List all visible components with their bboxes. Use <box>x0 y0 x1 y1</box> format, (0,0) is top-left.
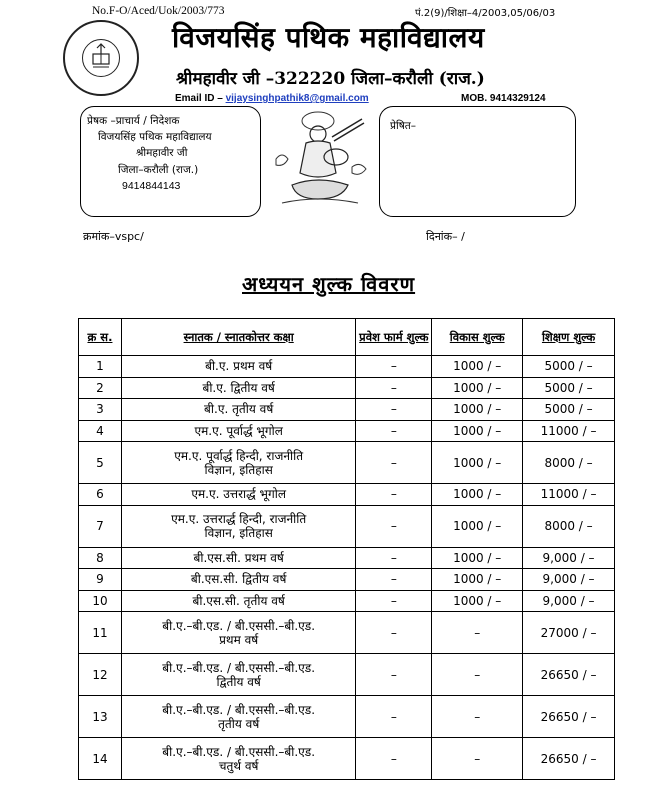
development-fee-cell: – <box>432 738 523 780</box>
table-header-row <box>79 319 615 356</box>
sender-box <box>80 106 261 217</box>
table-row <box>79 654 615 696</box>
serial-cell: 2 <box>79 377 122 399</box>
course-line: बी.ए.–बी.एड. / बी.एससी.–बी.एड. <box>162 660 316 675</box>
course-line: बी.ए.–बी.एड. / बी.एससी.–बी.एड. <box>162 618 316 633</box>
email-link[interactable]: vijaysinghpathik8@gmail.com <box>225 93 369 104</box>
course-cell <box>121 399 355 421</box>
course-line: बी.एस.सी. द्वितीय वर्ष <box>190 572 287 587</box>
course-line: बी.एस.सी. तृतीय वर्ष <box>192 593 285 608</box>
serial-cell: 5 <box>79 442 122 484</box>
course-cell <box>121 696 355 738</box>
header-development-fee: विकास शुल्क <box>432 319 523 356</box>
course-line: एम.ए. उत्तरार्द्ध हिन्दी, राजनीति <box>171 512 307 526</box>
header-serial: क्र स. <box>79 319 122 356</box>
email-line <box>175 93 369 104</box>
page-title: अध्ययन शुल्क विवरण <box>242 272 416 296</box>
course-cell <box>121 547 355 569</box>
table-row <box>79 399 615 421</box>
form-fee-cell: – <box>356 377 432 399</box>
table-row <box>79 738 615 780</box>
development-fee-cell: 1000 / – <box>432 399 523 421</box>
development-fee-cell: 1000 / – <box>432 505 523 547</box>
form-fee-cell: – <box>356 442 432 484</box>
table-row <box>79 590 615 612</box>
date-field: दिनांक– / <box>426 230 465 243</box>
serial-cell: 8 <box>79 547 122 569</box>
recipient-box <box>379 106 576 217</box>
mobile-number: MOB. 9414329124 <box>461 93 546 104</box>
sender-district: जिला–करौली (राज.) <box>118 164 199 176</box>
table-row <box>79 696 615 738</box>
serial-cell: 9 <box>79 569 122 591</box>
permission-reference: पं.2(9)/शिक्षा–4/2003,05/06/03 <box>415 8 556 19</box>
serial-cell: 10 <box>79 590 122 612</box>
course-cell <box>121 420 355 442</box>
tuition-fee-cell: 26650 / – <box>523 696 615 738</box>
tuition-fee-cell: 9,000 / – <box>523 569 615 591</box>
course-line: विज्ञान, इतिहास <box>204 526 273 540</box>
sender-college: विजयसिंह पथिक महाविद्यालय <box>98 131 212 143</box>
tuition-fee-cell: 5000 / – <box>523 377 615 399</box>
header-tuition-fee: शिक्षण शुल्क <box>523 319 615 356</box>
course-cell <box>121 738 355 780</box>
serial-cell: 4 <box>79 420 122 442</box>
tuition-fee-cell: 8000 / – <box>523 505 615 547</box>
course-line: प्रथम वर्ष <box>219 632 259 647</box>
tuition-fee-cell: 9,000 / – <box>523 547 615 569</box>
course-cell <box>121 612 355 654</box>
course-line: बी.एस.सी. प्रथम वर्ष <box>193 550 284 565</box>
development-fee-cell: 1000 / – <box>432 484 523 506</box>
course-cell <box>121 505 355 547</box>
tuition-fee-cell: 5000 / – <box>523 356 615 378</box>
table-row <box>79 612 615 654</box>
course-line: एम.ए. पूर्वार्द्ध भूगोल <box>194 423 283 438</box>
course-line: एम.ए. उत्तरार्द्ध भूगोल <box>191 487 286 502</box>
saraswati-image <box>262 107 378 213</box>
development-fee-cell: – <box>432 654 523 696</box>
tuition-fee-cell: 11000 / – <box>523 484 615 506</box>
form-fee-cell: – <box>356 356 432 378</box>
course-line: विज्ञान, इतिहास <box>204 462 273 477</box>
header-course: स्नातक / स्नातकोत्तर कक्षा <box>121 319 355 356</box>
serial-cell: 14 <box>79 738 122 780</box>
course-line: बी.ए.–बी.एड. / बी.एससी.–बी.एड. <box>162 702 316 717</box>
development-fee-cell: 1000 / – <box>432 590 523 612</box>
course-line: द्वितीय वर्ष <box>216 674 261 689</box>
table-row <box>79 569 615 591</box>
sender-place: श्रीमहावीर जी <box>136 147 188 159</box>
development-fee-cell: – <box>432 612 523 654</box>
serial-cell: 7 <box>79 505 122 547</box>
course-cell <box>121 377 355 399</box>
letter-reference: No.F-O/Aced/Uok/2003/773 <box>92 5 225 17</box>
development-fee-cell: 1000 / – <box>432 569 523 591</box>
fee-table <box>78 318 615 780</box>
form-fee-cell: – <box>356 696 432 738</box>
table-row <box>79 420 615 442</box>
recipient-label: प्रेषित– <box>390 120 416 132</box>
header-form-fee: प्रवेश फार्म शुल्क <box>356 319 432 356</box>
course-cell <box>121 590 355 612</box>
table-row <box>79 356 615 378</box>
tuition-fee-cell: 8000 / – <box>523 442 615 484</box>
seal-emblem-icon <box>63 20 139 96</box>
form-fee-cell: – <box>356 399 432 421</box>
tuition-fee-cell: 9,000 / – <box>523 590 615 612</box>
serial-cell: 12 <box>79 654 122 696</box>
course-cell <box>121 569 355 591</box>
course-line: एम.ए. पूर्वार्द्ध हिन्दी, राजनीति <box>174 448 304 463</box>
tuition-fee-cell: 5000 / – <box>523 399 615 421</box>
email-label: Email ID – <box>175 93 226 104</box>
form-fee-cell: – <box>356 547 432 569</box>
table-row <box>79 505 615 547</box>
course-line: बी.ए. तृतीय वर्ष <box>204 402 274 417</box>
course-cell <box>121 356 355 378</box>
tuition-fee-cell: 11000 / – <box>523 420 615 442</box>
sender-phone: 9414844143 <box>122 180 181 192</box>
development-fee-cell: 1000 / – <box>432 547 523 569</box>
reference-number: क्रमांक–vspc/ <box>83 230 144 243</box>
course-line: बी.ए. प्रथम वर्ष <box>205 359 273 374</box>
serial-cell: 3 <box>79 399 122 421</box>
form-fee-cell: – <box>356 484 432 506</box>
college-name: विजयसिंह पथिक महाविद्यालय <box>172 21 485 54</box>
course-cell <box>121 442 355 484</box>
course-line: बी.ए.–बी.एड. / बी.एससी.–बी.एड. <box>162 744 316 759</box>
development-fee-cell: 1000 / – <box>432 442 523 484</box>
table-row <box>79 484 615 506</box>
form-fee-cell: – <box>356 738 432 780</box>
course-cell <box>121 654 355 696</box>
table-row <box>79 547 615 569</box>
tuition-fee-cell: 27000 / – <box>523 612 615 654</box>
form-fee-cell: – <box>356 654 432 696</box>
development-fee-cell: 1000 / – <box>432 356 523 378</box>
development-fee-cell: 1000 / – <box>432 377 523 399</box>
college-address: श्रीमहावीर जी –322220 जिला–करौली (राज.) <box>176 69 485 89</box>
serial-cell: 1 <box>79 356 122 378</box>
table-row <box>79 442 615 484</box>
tuition-fee-cell: 26650 / – <box>523 738 615 780</box>
serial-cell: 13 <box>79 696 122 738</box>
course-line: बी.ए. द्वितीय वर्ष <box>202 380 275 395</box>
form-fee-cell: – <box>356 569 432 591</box>
development-fee-cell: 1000 / – <box>432 420 523 442</box>
serial-cell: 6 <box>79 484 122 506</box>
development-fee-cell: – <box>432 696 523 738</box>
course-cell <box>121 484 355 506</box>
course-line: तृतीय वर्ष <box>218 716 260 731</box>
table-row <box>79 377 615 399</box>
form-fee-cell: – <box>356 590 432 612</box>
sender-title: प्रेषक –प्राचार्य / निदेशक <box>87 115 180 127</box>
tuition-fee-cell: 26650 / – <box>523 654 615 696</box>
course-line: चतुर्थ वर्ष <box>218 758 259 773</box>
form-fee-cell: – <box>356 505 432 547</box>
form-fee-cell: – <box>356 420 432 442</box>
form-fee-cell: – <box>356 612 432 654</box>
serial-cell: 11 <box>79 612 122 654</box>
